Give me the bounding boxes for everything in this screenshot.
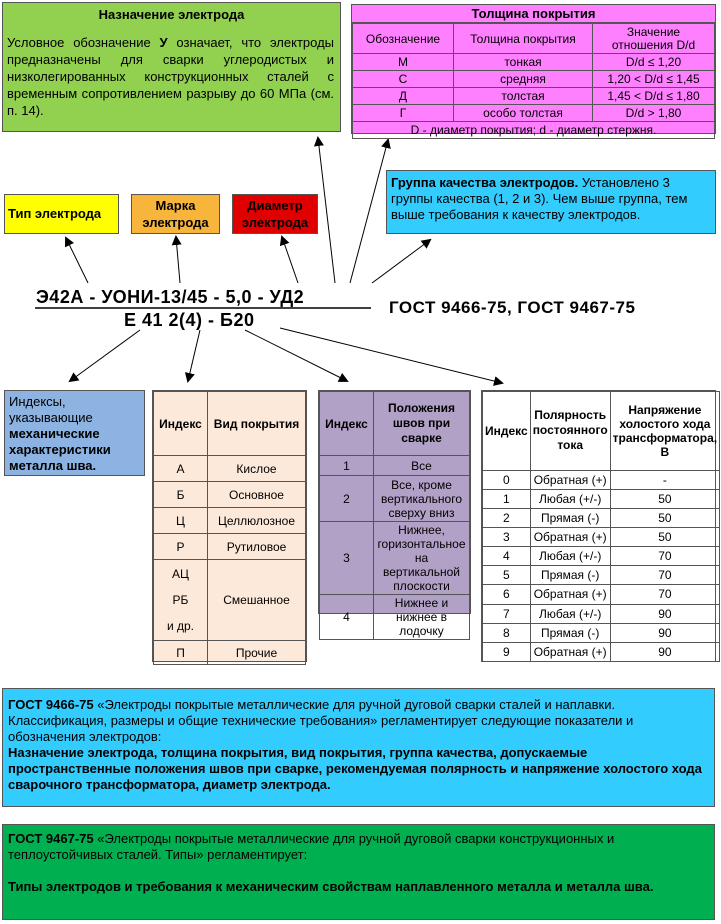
positions-cell: 4 [320, 595, 374, 640]
positions-header: Индекс [320, 392, 374, 456]
coating-cell: толстая [454, 88, 593, 105]
polarity-cell: 50 [610, 528, 719, 547]
coating-type-cell: Ц [154, 508, 208, 534]
gost9466-list: Назначение электрода, толщина покрытия, вид покрытия, группа качества, допускаемые пространственные положения швов при сварке, рекомендуемая полярность и напряжение холостого хода сварочного трансформатора, диаметр электрода. [8, 745, 702, 792]
coating-cell: D/d > 1,80 [593, 105, 715, 122]
polarity-header: Полярность постоянного тока [530, 392, 610, 471]
positions-cell: 1 [320, 456, 374, 476]
polarity-cell: 50 [610, 508, 719, 527]
arrow-to-type [66, 238, 88, 283]
coating-type-cell: А [154, 456, 208, 482]
arrow-to-brand [176, 237, 180, 283]
coating-note: D - диаметр покрытия; d - диаметр стержня. [353, 122, 715, 139]
polarity-cell: Прямая (-) [530, 566, 610, 585]
polarity-row [483, 528, 720, 547]
gost9466-code: ГОСТ 9466-75 [8, 697, 94, 712]
polarity-cell: - [610, 470, 719, 489]
polarity-cell: Прямая (-) [530, 623, 610, 642]
indices-box: Индексы, указывающие механические характеристики металла шва. [4, 390, 145, 476]
polarity-row [483, 623, 720, 642]
positions-header: Положения швов при сварке [374, 392, 470, 456]
polarity-cell: 5 [483, 566, 531, 585]
polarity-cell: 50 [610, 489, 719, 508]
gost9466-box [2, 688, 715, 807]
coating-type-cell: Основное [208, 482, 306, 508]
polarity-row [483, 604, 720, 623]
coating-cell: М [353, 54, 454, 71]
polarity-cell: 90 [610, 604, 719, 623]
arrow-to-positions [245, 330, 347, 381]
positions-cell: Все, кроме вертикального сверху вниз [374, 476, 470, 522]
coating-type-cell: П [154, 641, 208, 665]
gost9467-list: Типы электродов и требования к механическим свойствам наплавленного металла и металла шва. [8, 879, 654, 894]
coating-type-header: Индекс [154, 392, 208, 456]
coating-cell: средняя [454, 71, 593, 88]
polarity-cell: Обратная (+) [530, 642, 610, 661]
polarity-cell: 1 [483, 489, 531, 508]
positions-cell: Все [374, 456, 470, 476]
arrow-to-purpose [318, 138, 335, 283]
polarity-row [483, 585, 720, 604]
polarity-row [483, 642, 720, 661]
coating-type-cell: Смешанное [208, 560, 306, 641]
diameter-label: Диаметр электрода [232, 194, 318, 234]
designation-line1: Э42А - УОНИ-13/45 - 5,0 - УД2 [36, 287, 305, 307]
coating-header: Толщина покрытия [454, 24, 593, 54]
gost9467-code: ГОСТ 9467-75 [8, 831, 94, 846]
polarity-cell: 70 [610, 547, 719, 566]
positions-table [319, 391, 470, 640]
polarity-cell: Обратная (+) [530, 585, 610, 604]
coating-thickness-box [351, 4, 716, 137]
polarity-header: Индекс [483, 392, 531, 471]
positions-cell: 2 [320, 476, 374, 522]
coating-cell: D/d ≤ 1,20 [593, 54, 715, 71]
gost9467-box [2, 824, 715, 920]
coating-type-cell: Рутиловое [208, 534, 306, 560]
designation-line2: Е 41 2(4) - Б20 [124, 310, 255, 330]
purpose-box [2, 2, 341, 132]
coating-type-cell: Кислое [208, 456, 306, 482]
polarity-table [482, 391, 720, 662]
polarity-row [483, 489, 720, 508]
positions-cell: Нижнее и нижнее в лодочку [374, 595, 470, 640]
coating-type-cell: Р [154, 534, 208, 560]
polarity-cell: 7 [483, 604, 531, 623]
polarity-cell: 2 [483, 508, 531, 527]
arrow-to-polarity [280, 328, 502, 383]
coating-type-cell: Целлюлозное [208, 508, 306, 534]
polarity-cell: 6 [483, 585, 531, 604]
polarity-cell: Любая (+/-) [530, 604, 610, 623]
arrow-to-coating [350, 140, 388, 283]
positions-cell: 3 [320, 522, 374, 595]
polarity-cell: 90 [610, 642, 719, 661]
polarity-cell: Любая (+/-) [530, 489, 610, 508]
polarity-header: Напряжение холостого хода трансформатора, В [610, 392, 719, 471]
purpose-title: Назначение электрода [98, 7, 245, 22]
coating-table [352, 23, 715, 139]
coating-type-cell: АЦ РБ и др. [154, 560, 208, 641]
coating-cell: Г [353, 105, 454, 122]
polarity-cell: Обратная (+) [530, 528, 610, 547]
polarity-cell: 9 [483, 642, 531, 661]
polarity-cell: 70 [610, 566, 719, 585]
coating-cell: тонкая [454, 54, 593, 71]
coating-type-header: Вид покрытия [208, 392, 306, 456]
coating-cell: С [353, 71, 454, 88]
polarity-cell: 8 [483, 623, 531, 642]
polarity-box [481, 390, 716, 662]
quality-group-box: Группа качества электродов. Установлено 3 группы качества (1, 2 и 3). Чем выше группа, тем выше требования к качеству электродов. [386, 170, 716, 234]
polarity-row [483, 508, 720, 527]
coating-header: Обозначение [353, 24, 454, 54]
polarity-row [483, 566, 720, 585]
coating-cell: Д [353, 88, 454, 105]
positions-box [318, 390, 471, 638]
coating-type-box [152, 390, 307, 662]
coating-cell: 1,20 < D/d ≤ 1,45 [593, 71, 715, 88]
arrow-to-coating-type [188, 330, 200, 381]
purpose-text: Условное обозначение У означает, что электроды предназначены для сварки углеродистых и низколегированных конструкционных сталей с временным сопротивлением разрыву до 60 МПа (см. п. 14). [7, 35, 335, 118]
positions-cell: Нижнее, горизонтальное на вертикальной плоскости [374, 522, 470, 595]
polarity-row [483, 470, 720, 489]
polarity-cell: Любая (+/-) [530, 547, 610, 566]
polarity-row [483, 547, 720, 566]
coating-header: Значение отношения D/d [593, 24, 715, 54]
coating-type-table [153, 391, 306, 665]
polarity-cell: Обратная (+) [530, 470, 610, 489]
coating-type-cell: Б [154, 482, 208, 508]
coating-title: Толщина покрытия [352, 5, 715, 23]
polarity-cell: 3 [483, 528, 531, 547]
polarity-cell: 70 [610, 585, 719, 604]
polarity-cell: Прямая (-) [530, 508, 610, 527]
polarity-cell: 90 [610, 623, 719, 642]
arrow-to-diameter [282, 237, 298, 283]
gost9466-text: «Электроды покрытые металлические для ручной дуговой сварки сталей и наплавки. Классификация, размеры и общие технические требования» регламентирует следующие показатели и обозначения электродов: [8, 697, 634, 744]
arrow-to-indices [70, 330, 140, 381]
coating-cell: 1,45 < D/d ≤ 1,80 [593, 88, 715, 105]
arrow-to-quality [372, 240, 430, 283]
polarity-cell: 4 [483, 547, 531, 566]
type-label: Тип электрода [4, 194, 119, 234]
gost9467-text: «Электроды покрытые металлические для ручной дуговой сварки конструкционных и теплоустойчивых сталей. Типы» регламентирует: [8, 831, 615, 862]
coating-cell: особо толстая [454, 105, 593, 122]
brand-label: Марка электрода [131, 194, 220, 234]
polarity-cell: 0 [483, 470, 531, 489]
gost-standard: ГОСТ 9466-75, ГОСТ 9467-75 [389, 298, 636, 317]
coating-type-cell: Прочие [208, 641, 306, 665]
